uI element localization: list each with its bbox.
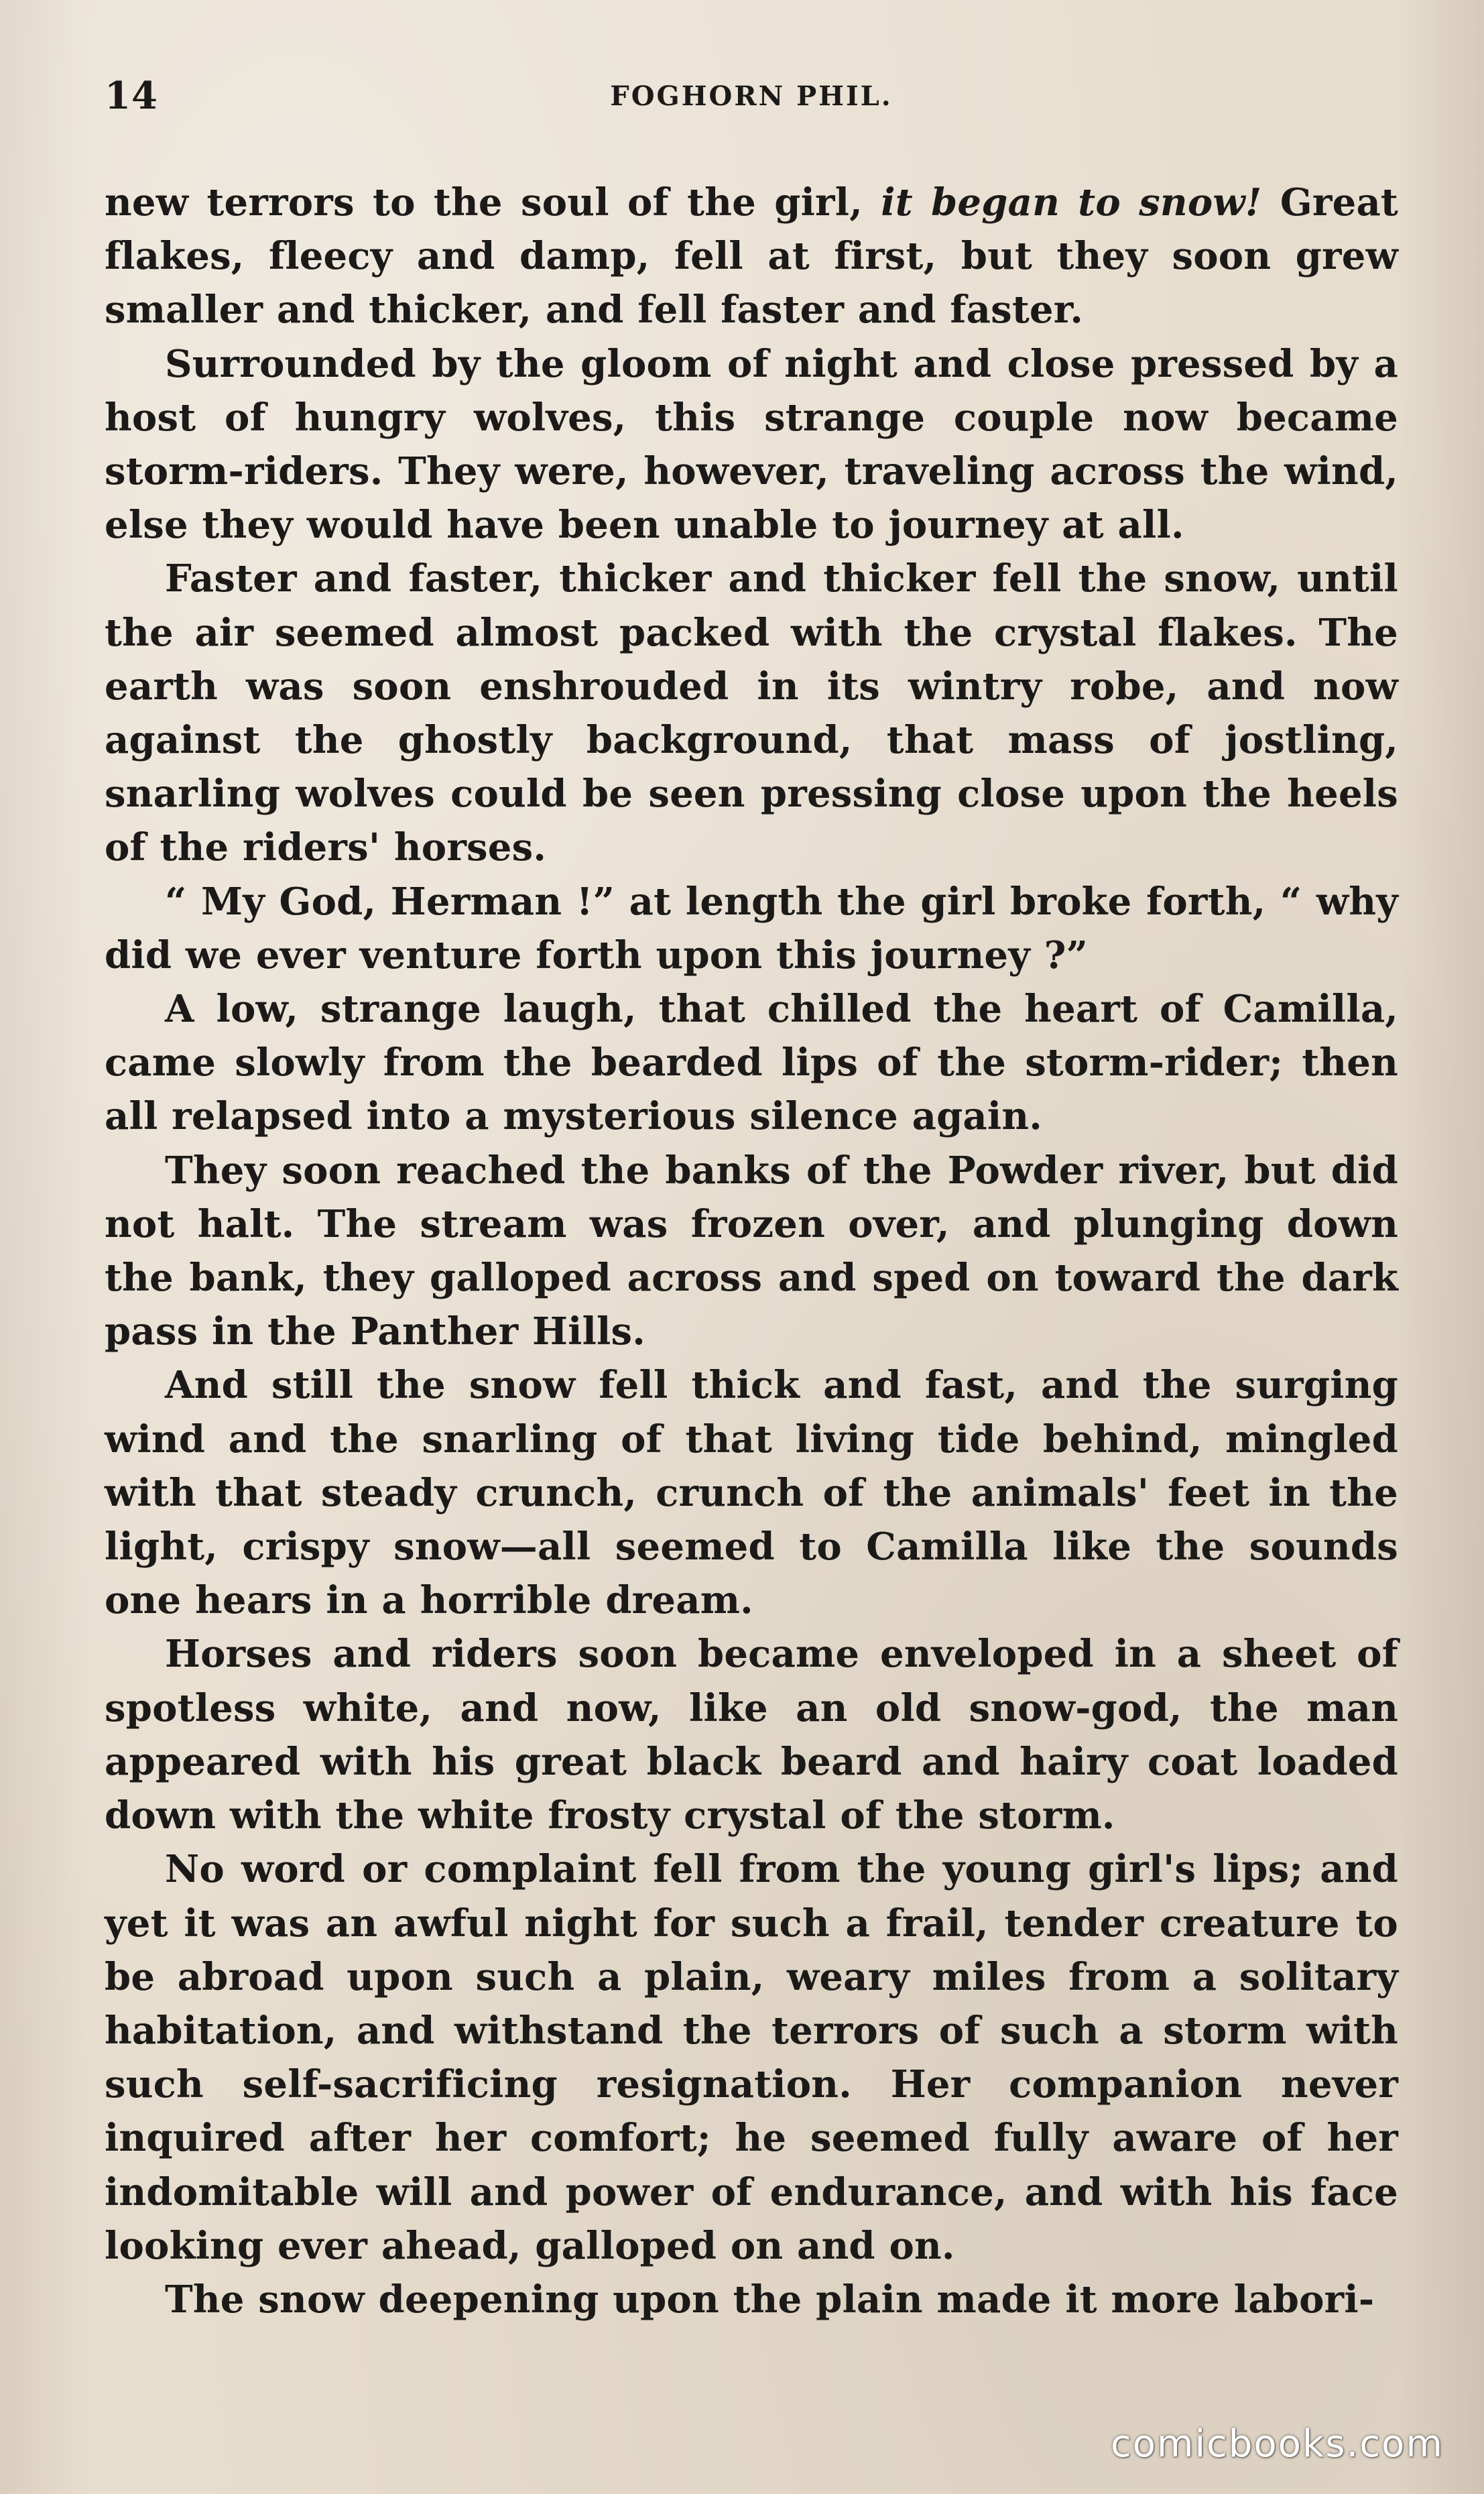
paragraph-text: new terrors to the soul of the girl, bbox=[105, 180, 881, 225]
paragraph: “ My God, Herman !” at length the girl broke forth, “ why did we ever venture forth upon this journey ?” bbox=[105, 879, 1398, 977]
paragraph: And still the snow fell thick and fast, and the surging wind and the snarling of that living tide behind, mingled with that steady crunch, crunch of the animals' feet in the light, crispy snow—all seemed to Camilla like the sounds one hears in a horrible dream. bbox=[105, 1363, 1398, 1623]
paragraph: Horses and riders soon became enveloped in a sheet of spotless white, and now, like an old snow-god, the man appeared with his great black beard and hairy coat loaded down with the white frosty crystal of the storm. bbox=[105, 1632, 1398, 1838]
italic-phrase: it began to snow! bbox=[881, 180, 1262, 225]
paragraph: A low, strange laugh, that chilled the heart of Camilla, came slowly from the bearded lips of the storm-rider; then all relapsed into a mysterious silence again. bbox=[105, 987, 1398, 1139]
running-head bbox=[105, 74, 1398, 127]
paragraph: Faster and faster, thicker and thicker fell the snow, until the air seemed almost packed with the crystal flakes. The earth was soon enshrouded in its wintry robe, and now against the ghostly background, that mass of jostling, snarling wolves could be seen pressing close upon the heels of the riders' horses. bbox=[105, 556, 1398, 870]
watermark: comicbooks.com bbox=[1110, 2422, 1444, 2466]
paragraph-text: Great flakes, fleecy and damp, fell at first, but they soon grew smaller and thicker, and fell faster and faster. bbox=[105, 180, 1398, 333]
page-number: 14 bbox=[105, 74, 158, 118]
paragraph: Surrounded by the gloom of night and close pressed by a host of hungry wolves, this strange couple now became storm-riders. They were, however, traveling across the wind, else they would have been unable to journey at all. bbox=[105, 341, 1398, 548]
paragraph bbox=[105, 176, 1398, 337]
paragraph: No word or complaint fell from the young girl's lips; and yet it was an awful night for such a frail, tender creature to be abroad upon such a plain, weary miles from a solitary habitation, and withstand the terrors of such a storm with such self-sacrificing resignation. Her companion never inquired after her comfort; he seemed fully aware of her indomitable will and power of endurance, and with his face looking ever ahead, galloped on and on. bbox=[105, 1847, 1398, 2268]
body-text bbox=[105, 176, 1398, 2326]
paragraph: The snow deepening upon the plain made it more labori- bbox=[165, 2277, 1375, 2322]
paragraph: They soon reached the banks of the Powder river, but did not halt. The stream was frozen over, and plunging down the bank, they galloped across and sped on toward the dark pass in the Panther Hills. bbox=[105, 1148, 1398, 1354]
running-title: FOGHORN PHIL. bbox=[610, 80, 893, 112]
